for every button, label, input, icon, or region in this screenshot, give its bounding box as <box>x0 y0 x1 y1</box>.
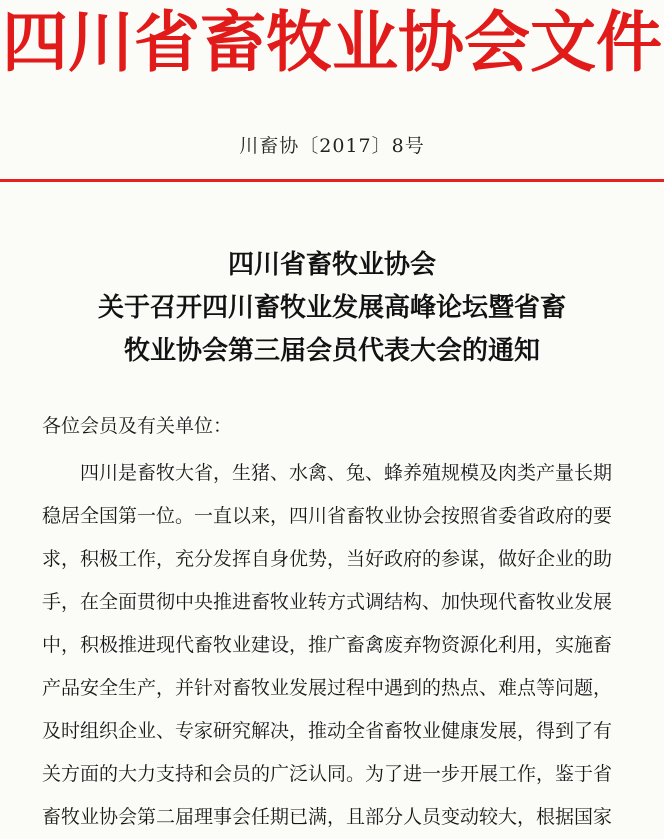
document-number: 川畜协〔2017〕8号 <box>239 135 425 157</box>
masthead-title: 四川省畜牧业协会文件 <box>2 4 662 81</box>
body-line-1: 四川是畜牧大省，生猪、水禽、兔、蜂养殖规模及肉类产量长期 <box>80 462 613 484</box>
body-line-7: 及时组织企业、专家研究解决，推动全省畜牧业健康发展，得到了有 <box>42 720 613 742</box>
body-line-5: 中，积极推进现代畜牧业建设，推广畜禽废弃物资源化利用，实施畜 <box>42 634 613 656</box>
notice-title-line-1: 四川省畜牧业协会 <box>227 250 436 280</box>
red-divider-line <box>0 179 664 182</box>
body-line-3: 求，积极工作，充分发挥自身优势，当好政府的参谋，做好企业的助 <box>42 548 613 570</box>
body-line-9: 畜牧业协会第二届理事会任期已满，且部分人员变动较大，根据国家 <box>42 806 613 828</box>
body-line-8: 关方面的大力支持和会员的广泛认同。为了进一步开展工作，鉴于省 <box>42 763 613 785</box>
notice-title-line-3: 牧业协会第三届会员代表大会的通知 <box>123 336 540 366</box>
body-line-2: 稳居全国第一位。一直以来，四川省畜牧业协会按照省委省政府的要 <box>42 505 613 527</box>
notice-title-line-2: 关于召开四川畜牧业发展高峰论坛暨省畜 <box>97 293 566 323</box>
body-line-4: 手，在全面贯彻中央推进畜牧业转方式调结构、加快现代畜牧业发展 <box>42 591 613 613</box>
body-line-6: 产品安全生产，并针对畜牧业发展过程中遇到的热点、难点等问题， <box>42 677 613 699</box>
salutation: 各位会员及有关单位： <box>42 415 233 437</box>
